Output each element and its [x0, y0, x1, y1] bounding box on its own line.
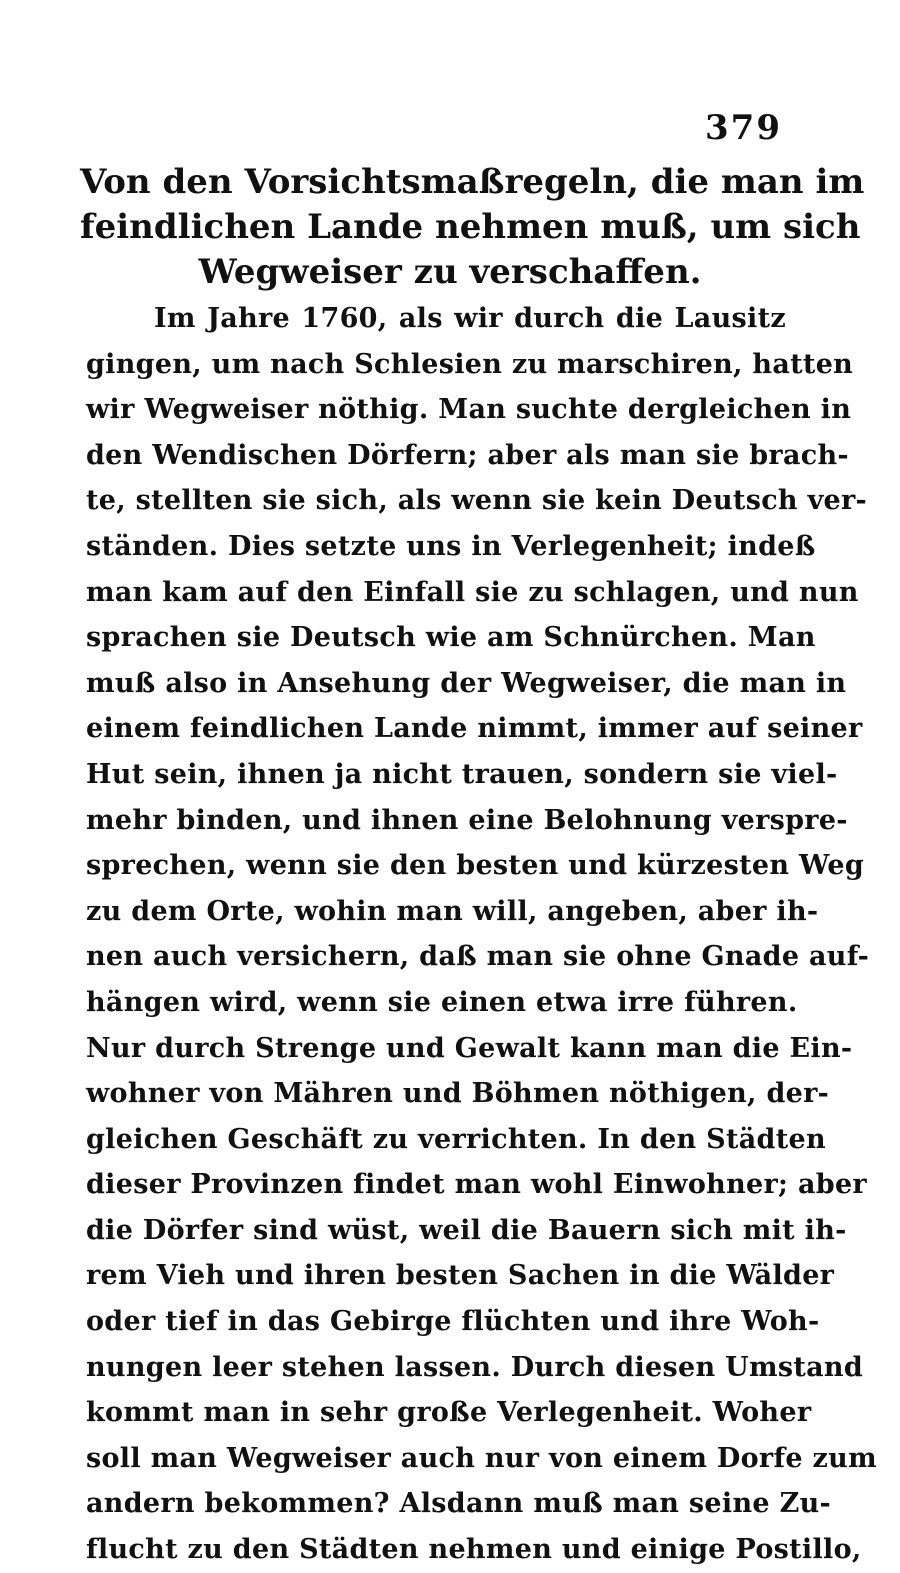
heading-line: Von den Vorsichtsmaßregeln, die man im — [80, 162, 865, 202]
text-line: andern bekommen? Alsdann muß man seine Zu- — [86, 1488, 832, 1520]
text-line: Im Jahre 1760, als wir durch die Lausitz — [154, 303, 786, 334]
text-line: soll man Wegweiser auch nur von einem Dorfe zum — [86, 1442, 877, 1474]
chapter-heading — [80, 160, 865, 295]
body-paragraph — [86, 296, 877, 1573]
text-line: flucht zu den Städten nehmen und einige Postillo, — [86, 1534, 862, 1566]
text-line: mehr binden, und ihnen eine Belohnung verspre- — [86, 804, 848, 836]
text-line: kommt man in sehr große Verlegenheit. Woher — [86, 1397, 812, 1429]
text-line: sprachen sie Deutsch wie am Schnürchen. Man — [86, 622, 816, 654]
text-line: den Wendischen Dörfern; aber als man sie brach- — [86, 439, 849, 471]
text-line: muß also in Ansehung der Wegweiser, die man in — [86, 667, 847, 699]
text-line: zu dem Orte, wohin man will, angeben, aber ih- — [86, 895, 819, 927]
text-line: ständen. Dies setzte uns in Verlegenheit; indeß — [86, 530, 816, 562]
text-line: wir Wegweiser nöthig. Man suchte dergleichen in — [86, 394, 852, 426]
text-line: gleichen Geschäft zu verrichten. In den Städten — [86, 1123, 826, 1155]
heading-line: feindlichen Lande nehmen muß, um sich — [80, 207, 861, 247]
text-line: einem feindlichen Lande nimmt, immer auf seiner — [86, 713, 863, 745]
page-number: 379 — [705, 108, 782, 148]
text-line: wohner von Mähren und Böhmen nöthigen, der- — [86, 1078, 830, 1110]
text-line: gingen, um nach Schlesien zu marschiren, hatten — [86, 348, 854, 380]
text-line: te, stellten sie sich, als wenn sie kein Deutsch ver- — [86, 485, 868, 517]
text-line: die Dörfer sind wüst, weil die Bauern sich mit ih- — [86, 1214, 847, 1246]
text-line: oder tief in das Gebirge flüchten und ihre Woh- — [86, 1306, 820, 1338]
text-line: dieser Provinzen findet man wohl Einwohner; aber — [86, 1169, 867, 1201]
text-line: rem Vieh und ihren besten Sachen in die Wälder — [86, 1260, 835, 1292]
text-line: sprechen, wenn sie den besten und kürzesten Weg — [86, 850, 865, 882]
text-line: nungen leer stehen lassen. Durch diesen Umstand — [86, 1351, 864, 1383]
text-line: Hut sein, ihnen ja nicht trauen, sondern sie viel- — [86, 758, 838, 790]
text-line: man kam auf den Einfall sie zu schlagen, und nun — [86, 576, 859, 608]
text-line: Nur durch Strenge und Gewalt kann man die Ein- — [86, 1032, 853, 1064]
text-line: nen auch versichern, daß man sie ohne Gnade auf- — [86, 941, 870, 973]
heading-line: Wegweiser zu verschaffen. — [198, 252, 702, 292]
text-line: hängen wird, wenn sie einen etwa irre führen. — [86, 986, 798, 1018]
